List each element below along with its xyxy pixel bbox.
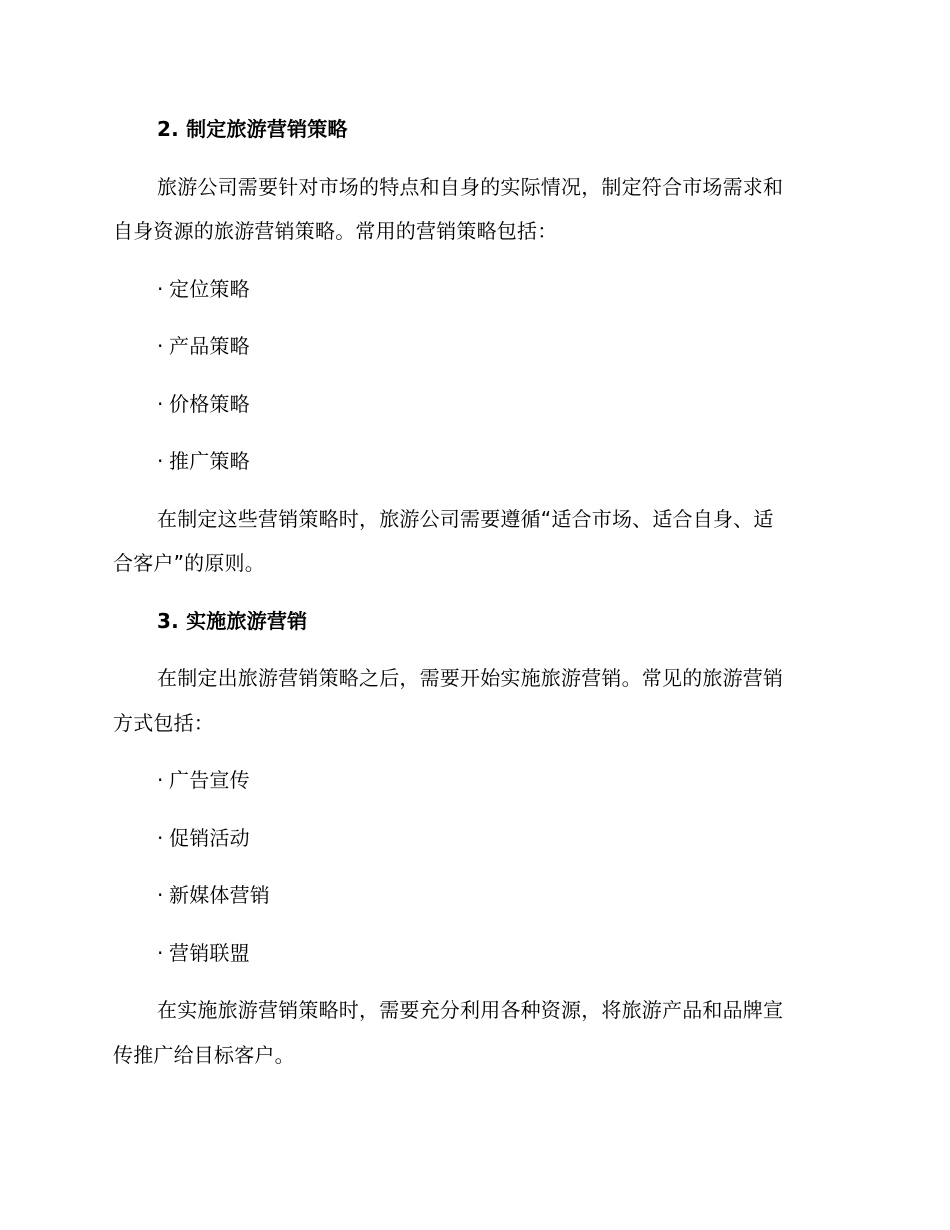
paragraph-line: 在制定这些营销策略时，旅游公司需要遵循“适合市场、适合自身、适 [157,507,774,531]
bullet-marker: · [157,277,164,301]
bullet-marker: · [157,449,164,473]
list-item [157,941,250,965]
list-item [157,392,250,416]
bullet-marker: · [157,883,164,907]
paragraph-line: 在制定出旅游营销策略之后，需要开始实施旅游营销。常见的旅游营销 [157,666,784,690]
paragraph-line: 在实施旅游营销策略时，需要充分利用各种资源，将旅游产品和品牌宣 [157,998,784,1022]
list-item-text: 新媒体营销 [169,883,270,907]
list-item-text: 产品策略 [169,334,250,358]
paragraph-line: 方式包括： [113,711,214,735]
list-item [157,826,250,850]
bullet-marker: · [157,392,164,416]
list-item [157,334,250,358]
section-heading: 2. 制定旅游营销策略 [157,117,348,141]
list-item [157,277,250,301]
list-item [157,449,250,473]
list-item [157,883,270,907]
list-item-text: 营销联盟 [169,941,250,965]
list-item-text: 定位策略 [169,277,250,301]
paragraph-line: 旅游公司需要针对市场的特点和自身的实际情况，制定符合市场需求和 [157,175,784,199]
list-item-text: 价格策略 [169,392,250,416]
paragraph-line: 自身资源的旅游营销策略。常用的营销策略包括： [113,219,558,243]
bullet-marker: · [157,768,164,792]
section-heading: 3. 实施旅游营销 [157,609,308,633]
paragraph-line: 传推广给目标客户。 [113,1043,295,1067]
bullet-marker: · [157,826,164,850]
bullet-marker: · [157,334,164,358]
list-item [157,768,250,792]
list-item-text: 促销活动 [169,826,250,850]
list-item-text: 广告宣传 [169,768,250,792]
list-item-text: 推广策略 [169,449,250,473]
bullet-marker: · [157,941,164,965]
paragraph-line: 合客户”的原则。 [113,551,265,575]
